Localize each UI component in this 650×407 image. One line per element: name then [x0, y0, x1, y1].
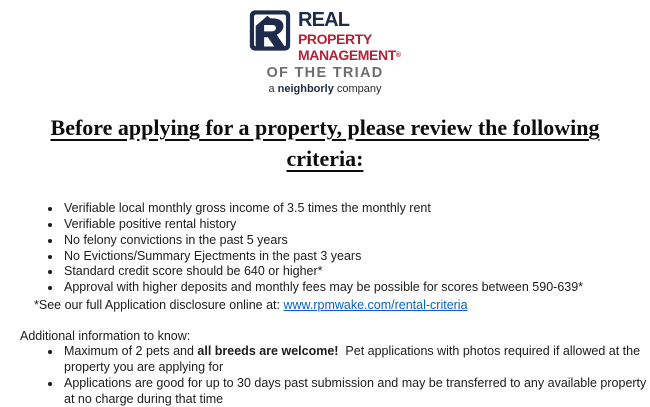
logo-franchise-name: OF THE TRIAD [266, 65, 384, 81]
additional-item-pets [62, 344, 650, 376]
logo-word-management-text: MANAGEMENT [297, 47, 396, 63]
logo-word-property: PROPERTY [297, 31, 372, 47]
criteria-item: • No felony convictions in the past 5 years [62, 233, 650, 249]
pets-text-pre: Maximum of 2 pets and [64, 344, 198, 359]
criteria-list [0, 201, 650, 296]
logo-word-real: REAL [297, 9, 350, 31]
criteria-item: • Verifiable positive rental history [62, 217, 650, 233]
additional-info-list [0, 344, 650, 407]
tagline-neighborly: neighborly [277, 83, 334, 95]
logo-wordmark [298, 8, 401, 62]
application-disclosure-footnote [34, 298, 650, 314]
additional-info-heading: Additional information to know: [20, 328, 191, 343]
pets-text-bold: all breeds are welcome! [197, 344, 339, 359]
additional-item-applications: • Applications are good for up to 30 days past submission and may be transferred to any available property at no charge during that time [62, 376, 650, 407]
footnote-text: *See our full Application disclosure online at: [34, 297, 284, 312]
criteria-item: • No Evictions/Summary Ejectments in the past 3 years [62, 249, 650, 265]
criteria-item: • Verifiable local monthly gross income of 3.5 times the monthly rent [62, 201, 650, 217]
rental-criteria-link[interactable]: www.rpmwake.com/rental-criteria [283, 297, 468, 312]
logo-tagline [269, 83, 382, 95]
pets-text-post: Pet applications with photos required if allowed at the property you are applying for [64, 344, 644, 375]
criteria-item: • Standard credit score should be 640 or higher* [62, 264, 650, 280]
tagline-suffix: company [336, 83, 382, 95]
logo-word-management [298, 48, 401, 62]
logo-top-row [249, 8, 401, 62]
logo [0, 8, 650, 95]
page-title: Before applying for a property, please review the following criteria: [50, 115, 600, 172]
registered-trademark-symbol: ® [395, 52, 402, 59]
tagline-prefix: a [268, 83, 275, 95]
rpm-house-r-icon [249, 8, 291, 53]
criteria-item: • Approval with higher deposits and monthly fees may be possible for scores between 590-639* [62, 280, 650, 296]
